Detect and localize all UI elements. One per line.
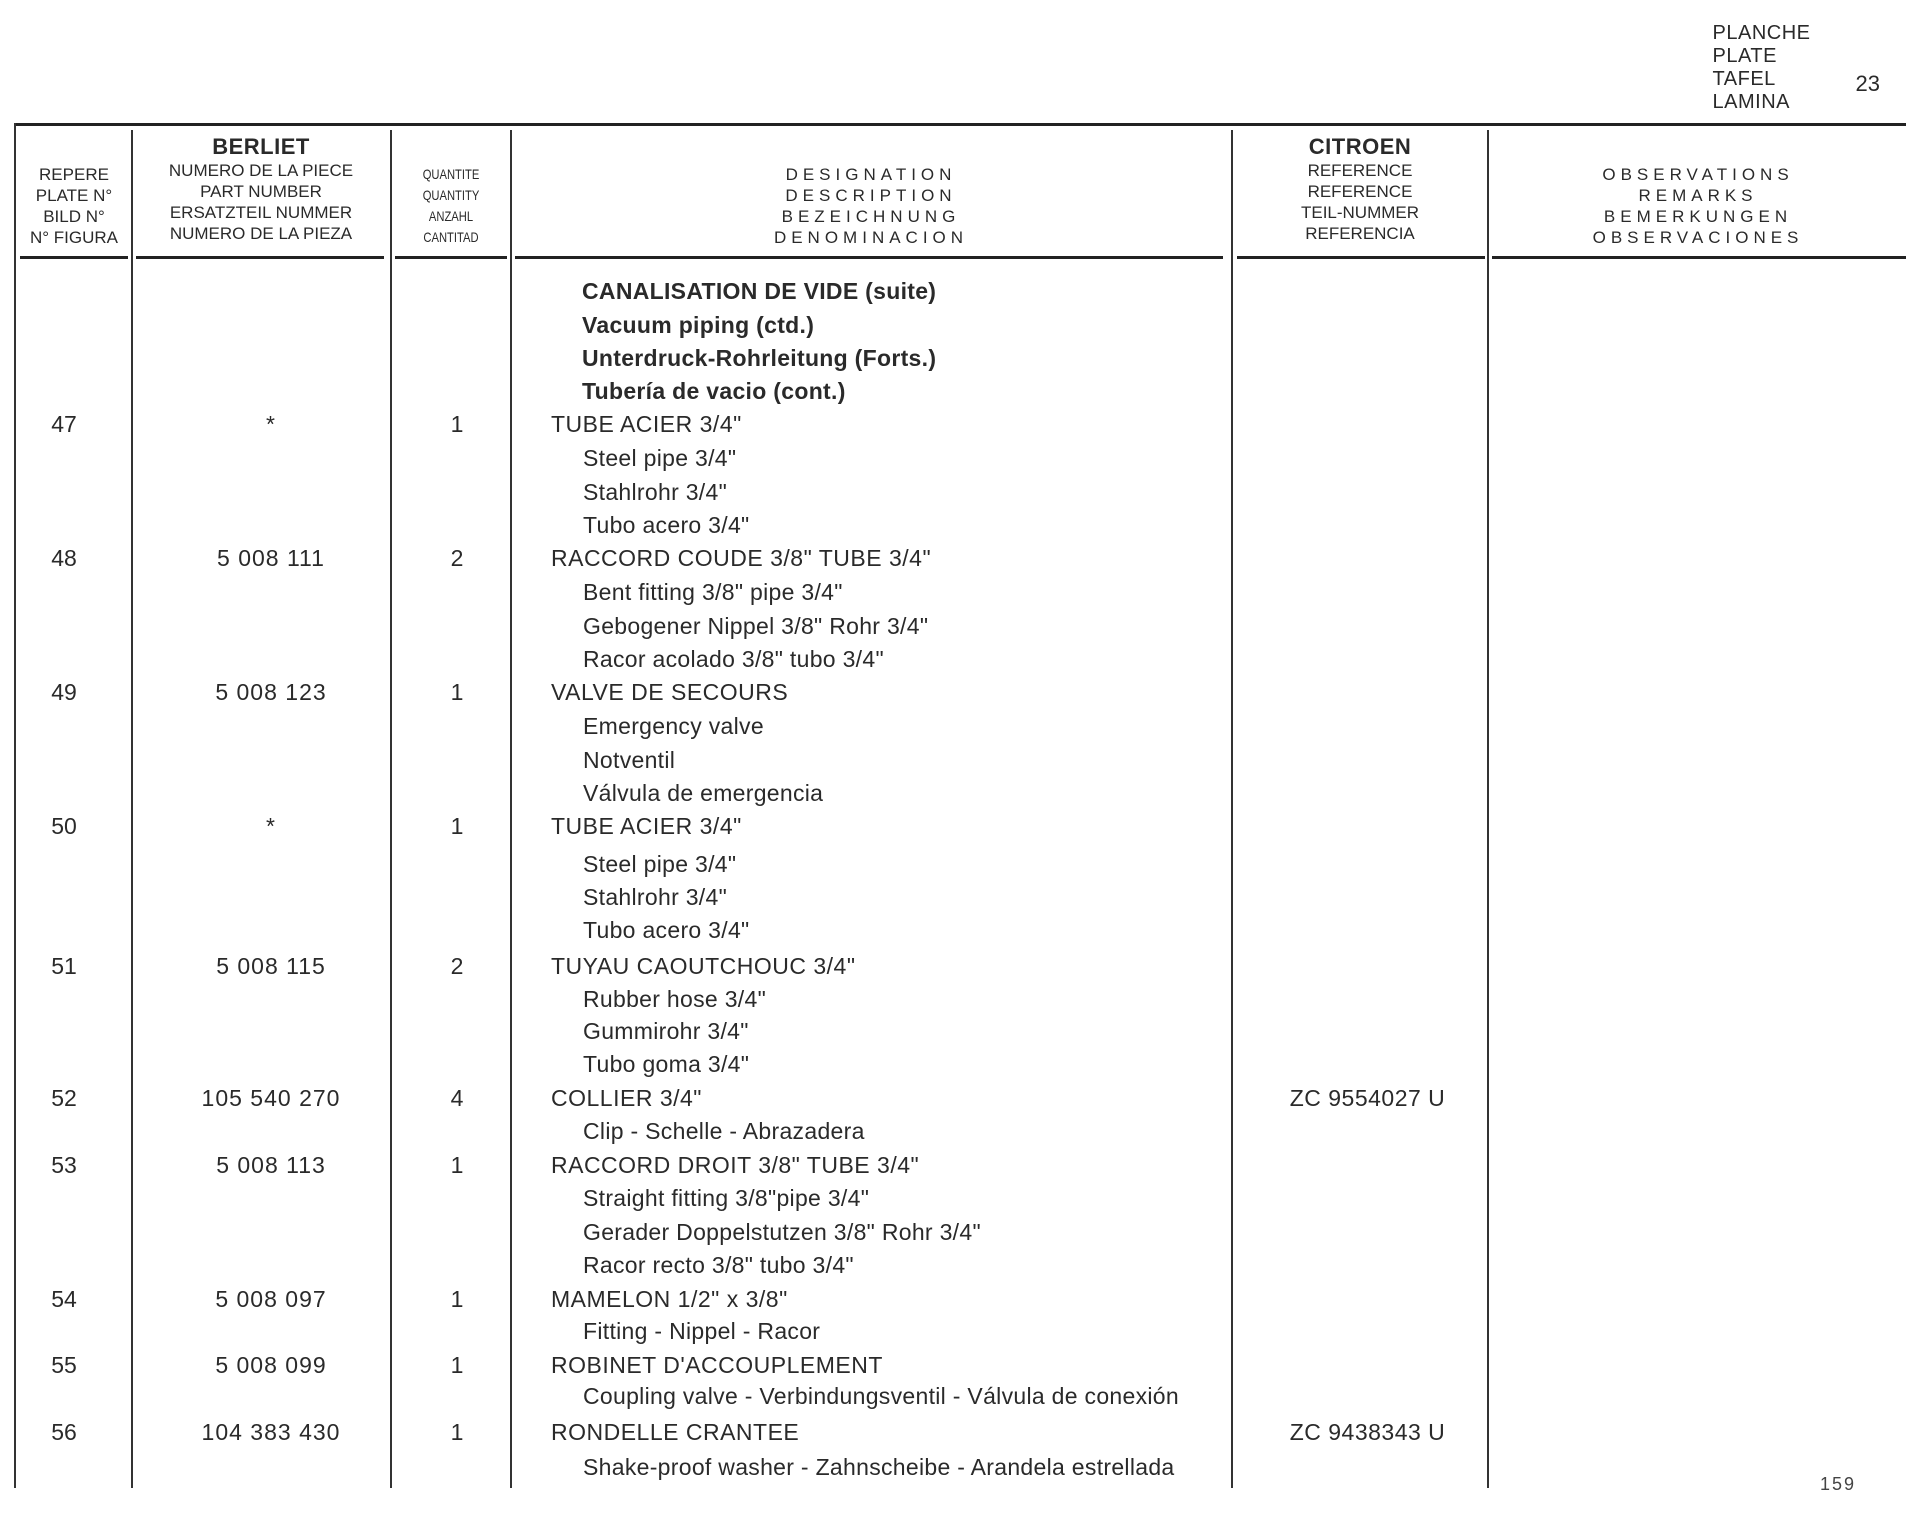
translation-row — [0, 1318, 1906, 1348]
translation-text: Tubo acero 3/4" — [583, 917, 750, 943]
translation-text: Steel pipe 3/4" — [583, 851, 737, 877]
header-line: BEZEICHNUNG — [781, 207, 961, 226]
page-number: 159 — [1819, 1474, 1856, 1494]
translation-row — [0, 1454, 1906, 1484]
repere-cell: 55 — [51, 1352, 77, 1378]
table-row — [0, 813, 1906, 843]
header-designation — [513, 164, 1229, 248]
header-line: DENOMINACION — [773, 228, 969, 247]
citroen-brand: CITROEN — [1308, 134, 1412, 159]
repere-cell: 52 — [51, 1085, 77, 1111]
header-line: NUMERO DE LA PIEZA — [169, 224, 353, 243]
translation-row — [0, 986, 1906, 1016]
translation-text: Coupling valve - Verbindungsventil - Válvula de conexión — [583, 1383, 1179, 1409]
header-line: N° FIGURA — [29, 228, 119, 247]
repere-cell: 47 — [51, 411, 77, 437]
translation-row — [0, 613, 1906, 643]
header-underline — [1492, 256, 1906, 259]
header-line: ANZAHL — [428, 208, 474, 224]
header-line: REPERE — [39, 165, 109, 184]
header-line: REFERENCIA — [1305, 224, 1415, 243]
designation-cell: RACCORD DROIT 3/8" TUBE 3/4" — [551, 1152, 920, 1178]
translation-row — [0, 479, 1906, 509]
repere-cell: 49 — [51, 679, 77, 705]
section-heading-row — [0, 312, 1906, 342]
header-underline — [1237, 256, 1485, 259]
translation-row — [0, 851, 1906, 881]
translation-row — [0, 780, 1906, 810]
plate-label: LAMINA — [1712, 91, 1790, 113]
designation-cell: COLLIER 3/4" — [551, 1085, 702, 1111]
translation-text: Clip - Schelle - Abrazadera — [583, 1118, 865, 1144]
translation-text: Straight fitting 3/8"pipe 3/4" — [583, 1185, 870, 1211]
table-row — [0, 953, 1906, 983]
translation-text: Válvula de emergencia — [583, 780, 824, 806]
translation-row — [0, 713, 1906, 743]
part-number-cell: 104 383 430 — [201, 1419, 341, 1445]
repere-cell: 48 — [51, 545, 77, 571]
table-row — [0, 1152, 1906, 1182]
table-top-rule — [14, 123, 1906, 126]
berliet-brand: BERLIET — [212, 134, 310, 159]
header-line: REMARKS — [1638, 186, 1758, 205]
designation-cell: ROBINET D'ACCOUPLEMENT — [551, 1352, 883, 1378]
table-row — [0, 411, 1906, 441]
plate-label: PLANCHE — [1712, 22, 1811, 44]
translation-row — [0, 579, 1906, 609]
quantity-cell: 1 — [450, 411, 464, 437]
header-line: REFERENCE — [1307, 161, 1413, 180]
table-row — [0, 1419, 1906, 1449]
translation-text: Bent fitting 3/8" pipe 3/4" — [583, 579, 843, 605]
designation-cell: RACCORD COUDE 3/8" TUBE 3/4" — [551, 545, 932, 571]
part-number-cell: * — [266, 411, 276, 437]
header-line: TEIL-NUMMER — [1300, 203, 1420, 222]
translation-text: Racor acolado 3/8" tubo 3/4" — [583, 646, 884, 672]
designation-cell: VALVE DE SECOURS — [551, 679, 789, 705]
header-line: BILD N° — [43, 207, 105, 226]
header-observations — [1490, 164, 1906, 248]
repere-cell: 56 — [51, 1419, 77, 1445]
translation-row — [0, 1051, 1906, 1081]
header-underline — [515, 256, 1223, 259]
section-heading: CANALISATION DE VIDE (suite) — [582, 278, 937, 304]
repere-cell: 50 — [51, 813, 77, 839]
header-line: BEMERKUNGEN — [1603, 207, 1793, 226]
translation-text: Emergency valve — [583, 713, 764, 739]
header-citroen — [1234, 134, 1486, 244]
table-row — [0, 545, 1906, 575]
header-line: OBSERVATIONS — [1602, 165, 1794, 184]
repere-cell: 53 — [51, 1152, 77, 1178]
translation-row — [0, 445, 1906, 475]
translation-text: Gebogener Nippel 3/8" Rohr 3/4" — [583, 613, 929, 639]
translation-text: Stahlrohr 3/4" — [583, 479, 728, 505]
designation-cell: TUYAU CAOUTCHOUC 3/4" — [551, 953, 856, 979]
section-heading-row — [0, 345, 1906, 375]
header-underline — [395, 256, 507, 259]
part-number-cell: 5 008 111 — [217, 545, 325, 571]
quantity-cell: 1 — [450, 1152, 464, 1178]
translation-row — [0, 1252, 1906, 1282]
table-row — [0, 679, 1906, 709]
translation-text: Gummirohr 3/4" — [583, 1018, 749, 1044]
translation-row — [0, 1118, 1906, 1148]
quantity-cell: 2 — [450, 953, 464, 979]
header-quantite — [393, 164, 509, 248]
header-line: PLATE N° — [35, 186, 113, 205]
plate-label: TAFEL — [1712, 68, 1776, 90]
part-number-cell: 5 008 097 — [215, 1286, 327, 1312]
part-number-cell: * — [266, 813, 276, 839]
header-underline — [20, 256, 128, 259]
part-number-cell: 5 008 123 — [215, 679, 327, 705]
section-heading-row — [0, 278, 1906, 308]
plate-identifier — [1713, 22, 1880, 114]
quantity-cell: 1 — [450, 679, 464, 705]
section-heading: Vacuum piping (ctd.) — [582, 312, 815, 338]
plate-number: 23 — [1855, 71, 1880, 96]
translation-text: Gerader Doppelstutzen 3/8" Rohr 3/4" — [583, 1219, 981, 1245]
translation-text: Shake-proof washer - Zahnscheibe - Arandela estrellada — [583, 1454, 1175, 1480]
quantity-cell: 1 — [450, 1419, 464, 1445]
translation-row — [0, 1185, 1906, 1215]
translation-text: Rubber hose 3/4" — [583, 986, 767, 1012]
quantity-cell: 1 — [450, 1286, 464, 1312]
table-row — [0, 1286, 1906, 1316]
header-line: NUMERO DE LA PIECE — [168, 161, 354, 180]
citroen-reference-cell: ZC 9438343 U — [1289, 1419, 1446, 1445]
section-heading: Unterdruck-Rohrleitung (Forts.) — [582, 345, 937, 371]
header-berliet — [134, 134, 388, 244]
translation-text: Fitting - Nippel - Racor — [583, 1318, 821, 1344]
translation-row — [0, 884, 1906, 914]
header-line: REFERENCE — [1307, 182, 1413, 201]
translation-text: Tubo goma 3/4" — [583, 1051, 750, 1077]
plate-label: PLATE — [1712, 45, 1777, 67]
repere-cell: 51 — [51, 953, 77, 979]
part-number-cell: 5 008 099 — [215, 1352, 327, 1378]
part-number-cell: 5 008 113 — [216, 1152, 326, 1178]
header-line: ERSATZTEIL NUMMER — [169, 203, 353, 222]
translation-row — [0, 917, 1906, 947]
repere-cell: 54 — [51, 1286, 77, 1312]
part-number-cell: 105 540 270 — [201, 1085, 341, 1111]
table-row — [0, 1352, 1906, 1382]
quantity-cell: 2 — [450, 545, 464, 571]
quantity-cell: 4 — [450, 1085, 464, 1111]
translation-row — [0, 747, 1906, 777]
translation-row — [0, 1018, 1906, 1048]
designation-cell: TUBE ACIER 3/4" — [551, 411, 742, 437]
header-line: QUANTITY — [422, 187, 480, 203]
translation-row — [0, 1219, 1906, 1249]
section-heading-row — [0, 378, 1906, 408]
designation-cell: TUBE ACIER 3/4" — [551, 813, 742, 839]
translation-row — [0, 646, 1906, 676]
translation-row — [0, 1383, 1906, 1413]
translation-text: Steel pipe 3/4" — [583, 445, 737, 471]
citroen-reference-cell: ZC 9554027 U — [1289, 1085, 1446, 1111]
header-repere — [18, 164, 130, 248]
quantity-cell: 1 — [450, 813, 464, 839]
header-line: QUANTITE — [422, 166, 480, 182]
translation-text: Tubo acero 3/4" — [583, 512, 750, 538]
translation-row — [0, 512, 1906, 542]
header-line: DESCRIPTION — [785, 186, 957, 205]
quantity-cell: 1 — [450, 1352, 464, 1378]
header-underline — [136, 256, 384, 259]
designation-cell: MAMELON 1/2" x 3/8" — [551, 1286, 788, 1312]
designation-cell: RONDELLE CRANTEE — [551, 1419, 800, 1445]
table-row — [0, 1085, 1906, 1115]
section-heading: Tubería de vacio (cont.) — [582, 378, 846, 404]
translation-text: Notventil — [583, 747, 676, 773]
part-number-cell: 5 008 115 — [216, 953, 326, 979]
header-line: PART NUMBER — [200, 182, 322, 201]
header-line: OBSERVACIONES — [1592, 228, 1804, 247]
plate-labels — [1713, 22, 1811, 114]
translation-text: Racor recto 3/8" tubo 3/4" — [583, 1252, 854, 1278]
header-line: DESIGNATION — [785, 165, 957, 184]
header-line: CANTITAD — [423, 229, 479, 245]
translation-text: Stahlrohr 3/4" — [583, 884, 728, 910]
